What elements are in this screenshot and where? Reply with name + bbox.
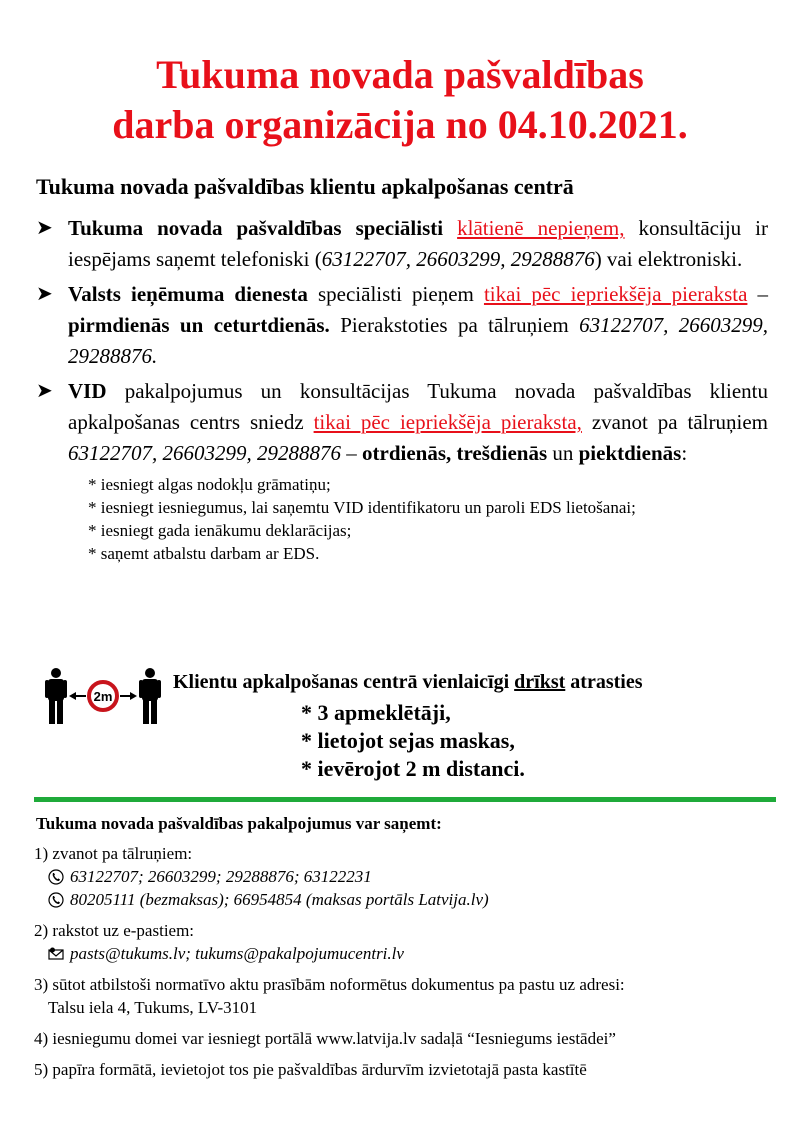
social-distance-pictogram: [44, 667, 162, 725]
bullet-2-text-2: Pierakstoties pa tālruņiem: [329, 313, 580, 337]
bullet-2-text-1: speciālisti pieņem: [307, 282, 484, 306]
section-divider: [34, 797, 776, 802]
notice-heading: [173, 671, 642, 694]
distance-notice: [36, 657, 776, 781]
distance-sign-label: 2m: [93, 689, 113, 704]
service-item-portal: 4) iesniegumu domei var iesniegt portālā www.latvija.lv sadaļā “Iesniegums iestādei”: [34, 1029, 616, 1048]
bullet-1-highlight: klātienē nepieņem,: [457, 216, 625, 240]
arrow-right-icon: [120, 692, 137, 700]
list-item: * iesniegt algas nodokļu grāmatiņu;: [88, 475, 331, 494]
phone-numbers: 63122707; 26603299; 29288876; 63122231: [70, 867, 372, 886]
bullet-1-phones: 63122707, 26603299, 29288876: [321, 247, 595, 271]
arrow-bullet-icon: ➤: [36, 217, 53, 239]
bullet-item-3: [36, 376, 768, 469]
service-label: 1) zvanot pa tālruņiem:: [34, 844, 193, 863]
list-item: * iesniegt gada ienākumu deklarācijas;: [88, 521, 352, 540]
title-line-1: Tukuma novada pašvaldības: [156, 52, 644, 97]
bullet-2-dash: –: [747, 282, 769, 306]
arrow-bullet-icon: ➤: [36, 283, 53, 305]
postal-address: Talsu iela 4, Tukums, LV-3101: [48, 998, 258, 1017]
bullet-3-text-1: pakalpojumus un konsultācijas Tukuma novada pašvaldības klientu apkalpošanas centrs sniedz: [68, 379, 768, 434]
bullet-3-colon: :: [681, 441, 688, 465]
bullet-3-bold: VID: [68, 379, 107, 403]
bullet-3-text-2: zvanot pa tālruņiem: [581, 410, 768, 434]
phone-line-1: [34, 865, 774, 888]
service-item-paper: 5) papīra formātā, ievietojot tos pie pašvaldības ārdurvīm izvietotajā pasta kastītē: [34, 1060, 587, 1079]
notice-heading-text-1: Klientu apkalpošanas centrā vienlaicīgi: [173, 671, 515, 693]
bullet-item-2: [36, 279, 768, 372]
list-item: * 3 apmeklētāji,: [301, 700, 451, 725]
bullet-3-dash: –: [341, 441, 362, 465]
service-item-phone: [34, 842, 774, 911]
envelope-icon: [48, 946, 64, 962]
arrow-left-icon: [69, 692, 86, 700]
phone-icon: [48, 869, 64, 885]
bullet-1-text-1: konsultāciju ir iespējams saņemt telefoniski (: [68, 216, 768, 271]
bullet-2-highlight: tikai pēc iepriekšēja pieraksta: [483, 282, 748, 306]
service-item-email: [34, 919, 774, 965]
section-subtitle: Tukuma novada pašvaldības klientu apkalpošanas centrā: [36, 174, 574, 199]
person-right-icon: [139, 668, 161, 724]
notice-rules: [301, 699, 525, 783]
bullet-list: [36, 213, 768, 565]
bullet-3-highlight: tikai pēc iepriekšēja pieraksta,: [313, 410, 582, 434]
person-left-icon: [45, 668, 67, 724]
service-label: 3) sūtot atbilstoši normatīvo aktu prasībām noformētus dokumentus pa pastu uz adresi:: [34, 975, 625, 994]
list-item: * ievērojot 2 m distanci.: [301, 756, 525, 781]
bullet-3-phones: 63122707, 26603299, 29288876: [68, 441, 341, 465]
phone-line-2: [34, 888, 774, 911]
bullet-1-text-2: ) vai elektroniski.: [594, 247, 743, 271]
bullet-3-days-1: otrdienās, trešdienās: [362, 441, 548, 465]
email-addresses: pasts@tukums.lv; tukums@pakalpojumucentri.lv: [70, 944, 404, 963]
bullet-3-days-2: piektdienās: [578, 441, 682, 465]
phone-icon: [48, 892, 64, 908]
services-list: [34, 842, 774, 1089]
list-item: * saņemt atbalstu darbam ar EDS.: [88, 544, 320, 563]
bullet-3-and: un: [547, 441, 579, 465]
phone-numbers: 80205111 (bezmaksas); 66954854 (maksas portāls Latvija.lv): [70, 890, 489, 909]
list-item: * lietojot sejas maskas,: [301, 728, 515, 753]
services-heading: Tukuma novada pašvaldības pakalpojumus var saņemt:: [36, 814, 442, 833]
list-item: * iesniegt iesniegumus, lai saņemtu VID identifikatoru un paroli EDS lietošanai;: [88, 498, 636, 517]
vid-services-list: [88, 473, 768, 565]
service-item-post: [34, 973, 774, 1019]
bullet-2-days: pirmdienās un ceturtdienās.: [68, 313, 330, 337]
bullet-2-phones: 63122707, 26603299, 29288876.: [68, 313, 768, 368]
arrow-bullet-icon: ➤: [36, 380, 53, 402]
bullet-item-1: [36, 213, 768, 275]
notice-heading-text-2: atrasties: [565, 671, 643, 693]
email-line: [34, 942, 774, 965]
bullet-2-bold: Valsts ieņēmuma dienesta: [68, 282, 308, 306]
service-label: 2) rakstot uz e-pastiem:: [34, 921, 195, 940]
title-line-2: darba organizācija no 04.10.2021.: [112, 102, 688, 147]
page-title: [0, 50, 800, 150]
bullet-1-bold: Tukuma novada pašvaldības speciālisti: [68, 216, 444, 240]
notice-heading-underlined: drīkst: [514, 671, 566, 693]
